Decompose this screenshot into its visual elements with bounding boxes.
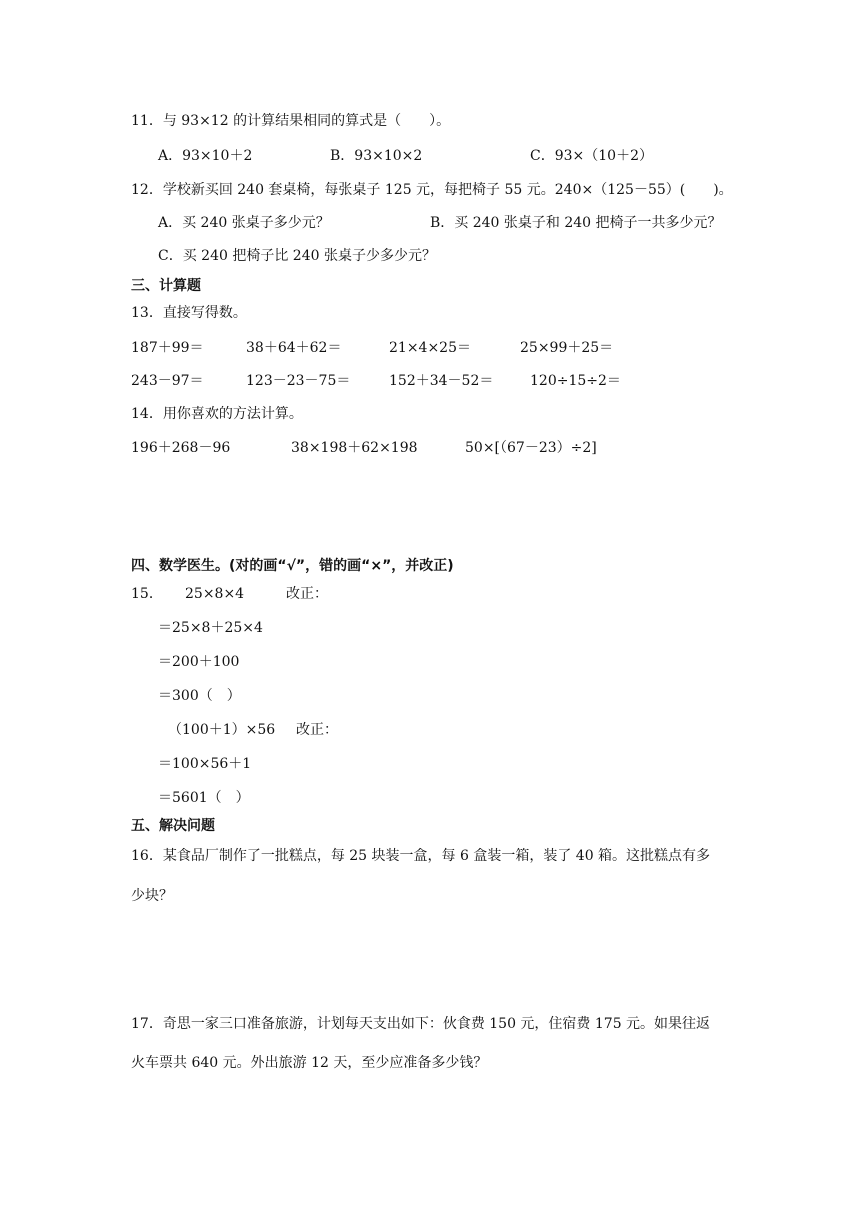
q16-line-2: 少块？ bbox=[131, 888, 173, 904]
q12-option-c: C．买 240 把椅子比 240 张桌子少多少元？ bbox=[158, 248, 436, 264]
q12-option-b: B．买 240 张桌子和 240 把椅子一共多少元？ bbox=[430, 215, 722, 231]
q11-option-a: A．93×10＋2 bbox=[158, 148, 253, 164]
q15-step-judgement: ＝5601（ ） bbox=[158, 790, 250, 806]
q13-item: 38＋64＋62＝ bbox=[246, 340, 342, 356]
q14-item: 50×[（67－23）÷2] bbox=[465, 440, 597, 456]
q11-option-b: B．93×10×2 bbox=[330, 148, 423, 164]
q13-item: 25×99＋25＝ bbox=[520, 340, 614, 356]
q13-item: 152＋34－52＝ bbox=[389, 373, 494, 389]
q14-stem: 14．用你喜欢的方法计算。 bbox=[131, 406, 303, 422]
q13-item: 120÷15÷2＝ bbox=[530, 373, 621, 389]
section-5-title: 五、解决问题 bbox=[131, 818, 215, 834]
q15-correction-label-1: 改正： bbox=[286, 586, 328, 602]
q15-step: ＝25×8＋25×4 bbox=[158, 620, 263, 636]
q13-item: 123－23－75＝ bbox=[246, 373, 351, 389]
q15-step-judgement: ＝300（ ） bbox=[158, 688, 241, 704]
q15-expression-1: 25×8×4 bbox=[185, 586, 245, 602]
q11-stem: 11．与 93×12 的计算结果相同的算式是（ ）。 bbox=[131, 113, 451, 129]
q16-line-1: 16．某食品厂制作了一批糕点，每 25 块装一盒，每 6 盒装一箱，装了 40 箱。这批糕点有多 bbox=[131, 848, 711, 864]
q15-correction-label-2: 改正： bbox=[296, 722, 338, 738]
q11-option-c: C．93×（10＋2） bbox=[530, 148, 653, 164]
q14-item: 38×198＋62×198 bbox=[291, 440, 418, 456]
q15-step: ＝100×56＋1 bbox=[158, 756, 252, 772]
section-3-title: 三、计算题 bbox=[131, 278, 201, 294]
q15-expression-2: （100＋1）×56 bbox=[168, 722, 276, 738]
q14-item: 196＋268－96 bbox=[131, 440, 231, 456]
q17-line-1: 17．奇思一家三口准备旅游，计划每天支出如下：伙食费 150 元，住宿费 175 元。如果往返 bbox=[131, 1016, 711, 1032]
q13-item: 21×4×25＝ bbox=[389, 340, 471, 356]
q12-stem: 12．学校新买回 240 套桌椅，每张桌子 125 元，每把椅子 55 元。240×（125－55）( )。 bbox=[131, 182, 733, 198]
q17-line-2: 火车票共 640 元。外出旅游 12 天，至少应准备多少钱？ bbox=[131, 1055, 488, 1071]
q15-step: ＝200＋100 bbox=[158, 654, 240, 670]
section-4-title: 四、数学医生。(对的画“√”，错的画“×”，并改正) bbox=[131, 558, 454, 574]
q12-option-a: A．买 240 张桌子多少元？ bbox=[158, 215, 330, 231]
q13-stem: 13．直接写得数。 bbox=[131, 305, 247, 321]
q13-item: 187＋99＝ bbox=[131, 340, 204, 356]
q15-number: 15． bbox=[131, 586, 163, 602]
q13-item: 243－97＝ bbox=[131, 373, 204, 389]
